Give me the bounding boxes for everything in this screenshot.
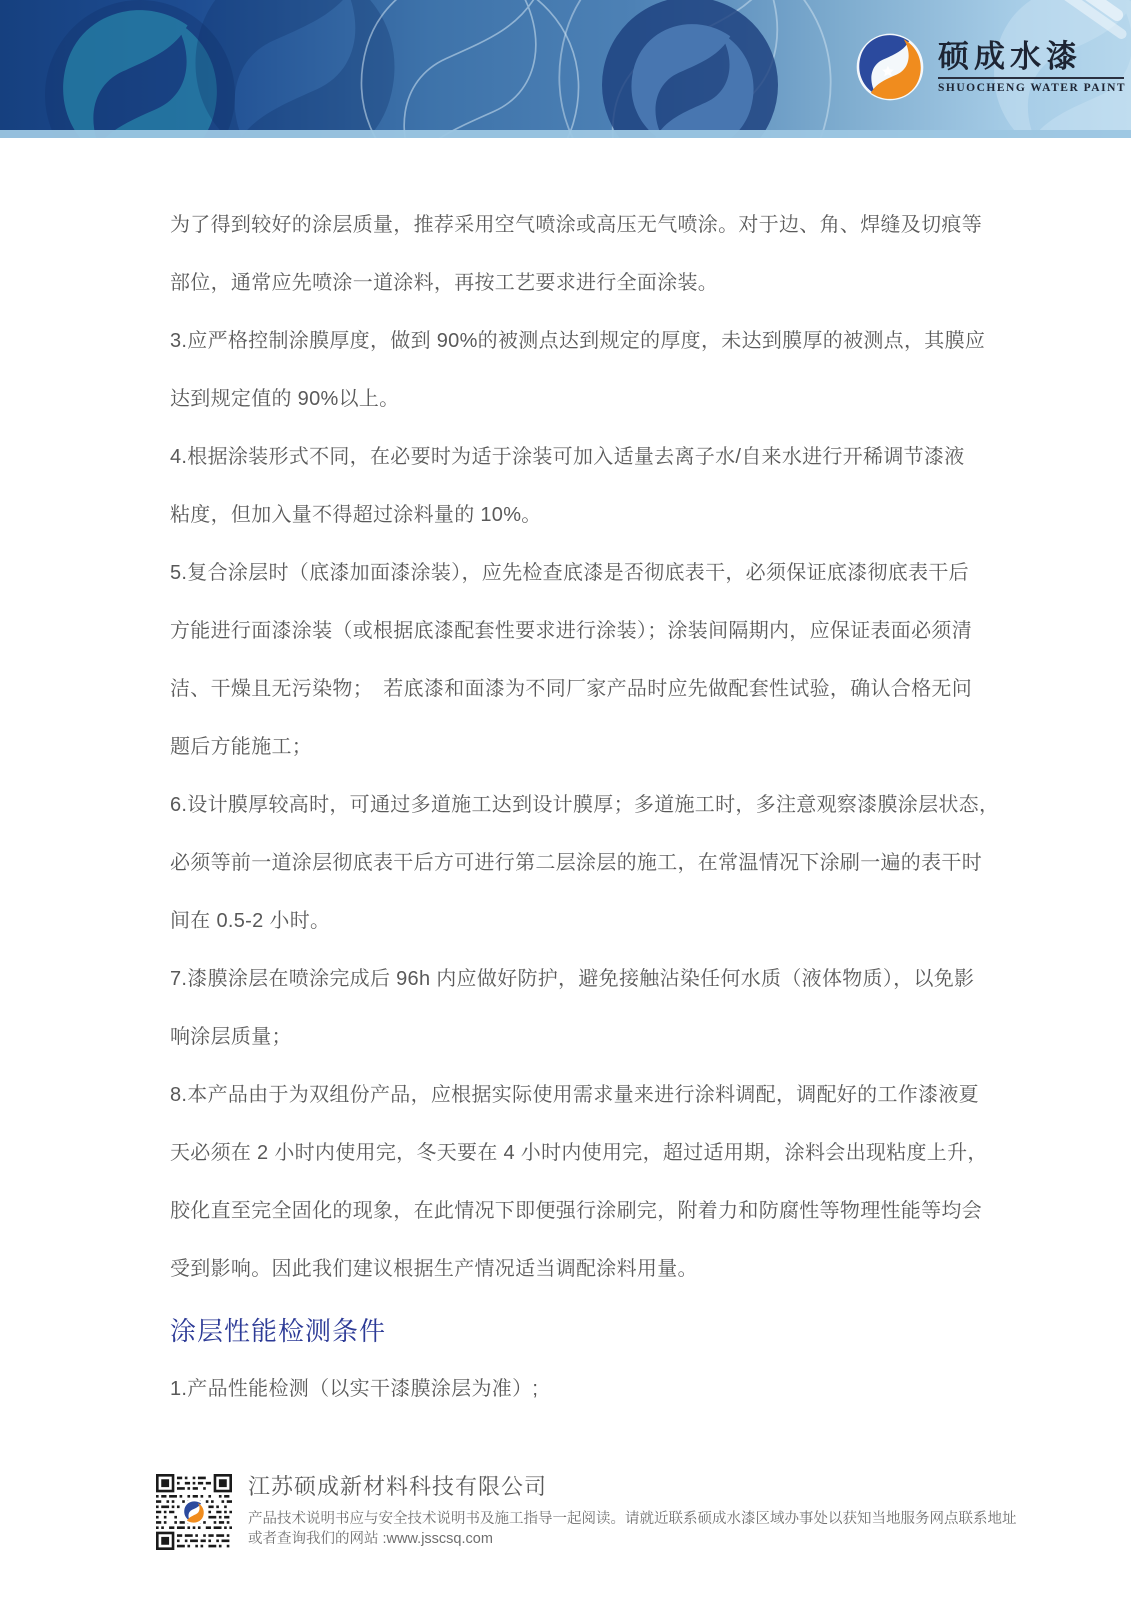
text-line: 5.复合涂层时（底漆加面漆涂装），应先检查底漆是否彻底表干，必须保证底漆彻底表干后 <box>170 562 969 584</box>
text-line: 8.本产品由于为双组份产品，应根据实际使用需求量来进行涂料调配，调配好的工作漆液夏 <box>170 1084 979 1106</box>
paragraph-spray-quality <box>170 196 982 312</box>
text-line: 粘度，但加入量不得超过涂料量的 10%。 <box>170 504 542 526</box>
footer-note-line-website: 或者查询我们的网站 :www.jsscsq.com <box>248 1531 493 1547</box>
brand-name-en: SHUOCHENG WATER PAINT <box>938 82 1127 94</box>
footer-text-block <box>248 1474 1017 1549</box>
text-line: 洁、干燥且无污染物； 若底漆和面漆为不同厂家产品时应先做配套性试验，确认合格无问 <box>170 678 972 700</box>
paragraph-item-4 <box>170 428 970 544</box>
footer-note-line: 产品技术说明书应与安全技术说明书及施工指导一起阅读。请就近联系硕成水漆区域办事处以获知当地服务网点联系地址 <box>248 1511 1017 1527</box>
paragraph-item-8 <box>170 1066 988 1298</box>
company-name: 江苏硕成新材料科技有限公司 <box>248 1474 548 1499</box>
paragraph-item-6 <box>170 776 1000 950</box>
page-footer <box>156 1474 1016 1550</box>
text-line: 为了得到较好的涂层质量，推荐采用空气喷涂或高压无气喷涂。对于边、角、焊缝及切痕等 <box>170 214 982 236</box>
text-line: 部位，通常应先喷涂一道涂料，再按工艺要求进行全面涂装。 <box>170 272 719 294</box>
text-line: 胶化直至完全固化的现象，在此情况下即便强行涂刷完，附着力和防腐性等物理性能等均会 <box>170 1200 982 1222</box>
brand-text <box>938 40 1126 94</box>
brand-name-cn: 硕成水漆 <box>938 39 1082 74</box>
text-line: 必须等前一道涂层彻底表干后方可进行第二层涂层的施工，在常温情况下涂刷一遍的表干时 <box>170 852 982 874</box>
text-line: 响涂层质量； <box>170 1026 292 1048</box>
instructions-text <box>170 196 1000 1418</box>
text-line: 3.应严格控制涂膜厚度，做到 90%的被测点达到规定的厚度，未达到膜厚的被测点，其膜应 <box>170 330 986 352</box>
paragraph-item-7 <box>170 950 975 1066</box>
brand-logo <box>856 33 1126 101</box>
text-line: 间在 0.5-2 小时。 <box>170 910 331 932</box>
paragraph-item-3 <box>170 312 986 428</box>
text-line: 达到规定值的 90%以上。 <box>170 388 400 410</box>
text-line: 天必须在 2 小时内使用完，冬天要在 4 小时内使用完，超过适用期，涂料会出现粘度上升， <box>170 1142 988 1164</box>
sc-swirl-logo-icon <box>856 33 924 101</box>
text-line: 受到影响。因此我们建议根据生产情况适当调配涂料用量。 <box>170 1258 698 1280</box>
text-line: 7.漆膜涂层在喷涂完成后 96h 内应做好防护，避免接触沾染任何水质（液体物质），以免影 <box>170 968 975 990</box>
qr-code-icon <box>156 1474 232 1550</box>
footer-notes <box>248 1509 1017 1549</box>
text-line: 4.根据涂装形式不同，在必要时为适于涂装可加入适量去离子水/自来水进行开稀调节漆液 <box>170 446 965 468</box>
section-heading-coating-test-conditions: 涂层性能检测条件 <box>170 1316 387 1346</box>
text-line: 6.设计膜厚较高时，可通过多道施工达到设计膜厚；多道施工时，多注意观察漆膜涂层状态， <box>170 794 1000 816</box>
page-header-banner <box>0 0 1131 138</box>
paragraph-item-5 <box>170 544 970 776</box>
text-line: 题后方能施工； <box>170 736 313 758</box>
brand-divider-line <box>938 77 1124 79</box>
text-line: 方能进行面漆涂装（或根据底漆配套性要求进行涂装）；涂装间隔期内，应保证表面必须清 <box>170 620 972 642</box>
text-line-performance-test: 1.产品性能检测（以实干漆膜涂层为准）; <box>170 1378 539 1400</box>
